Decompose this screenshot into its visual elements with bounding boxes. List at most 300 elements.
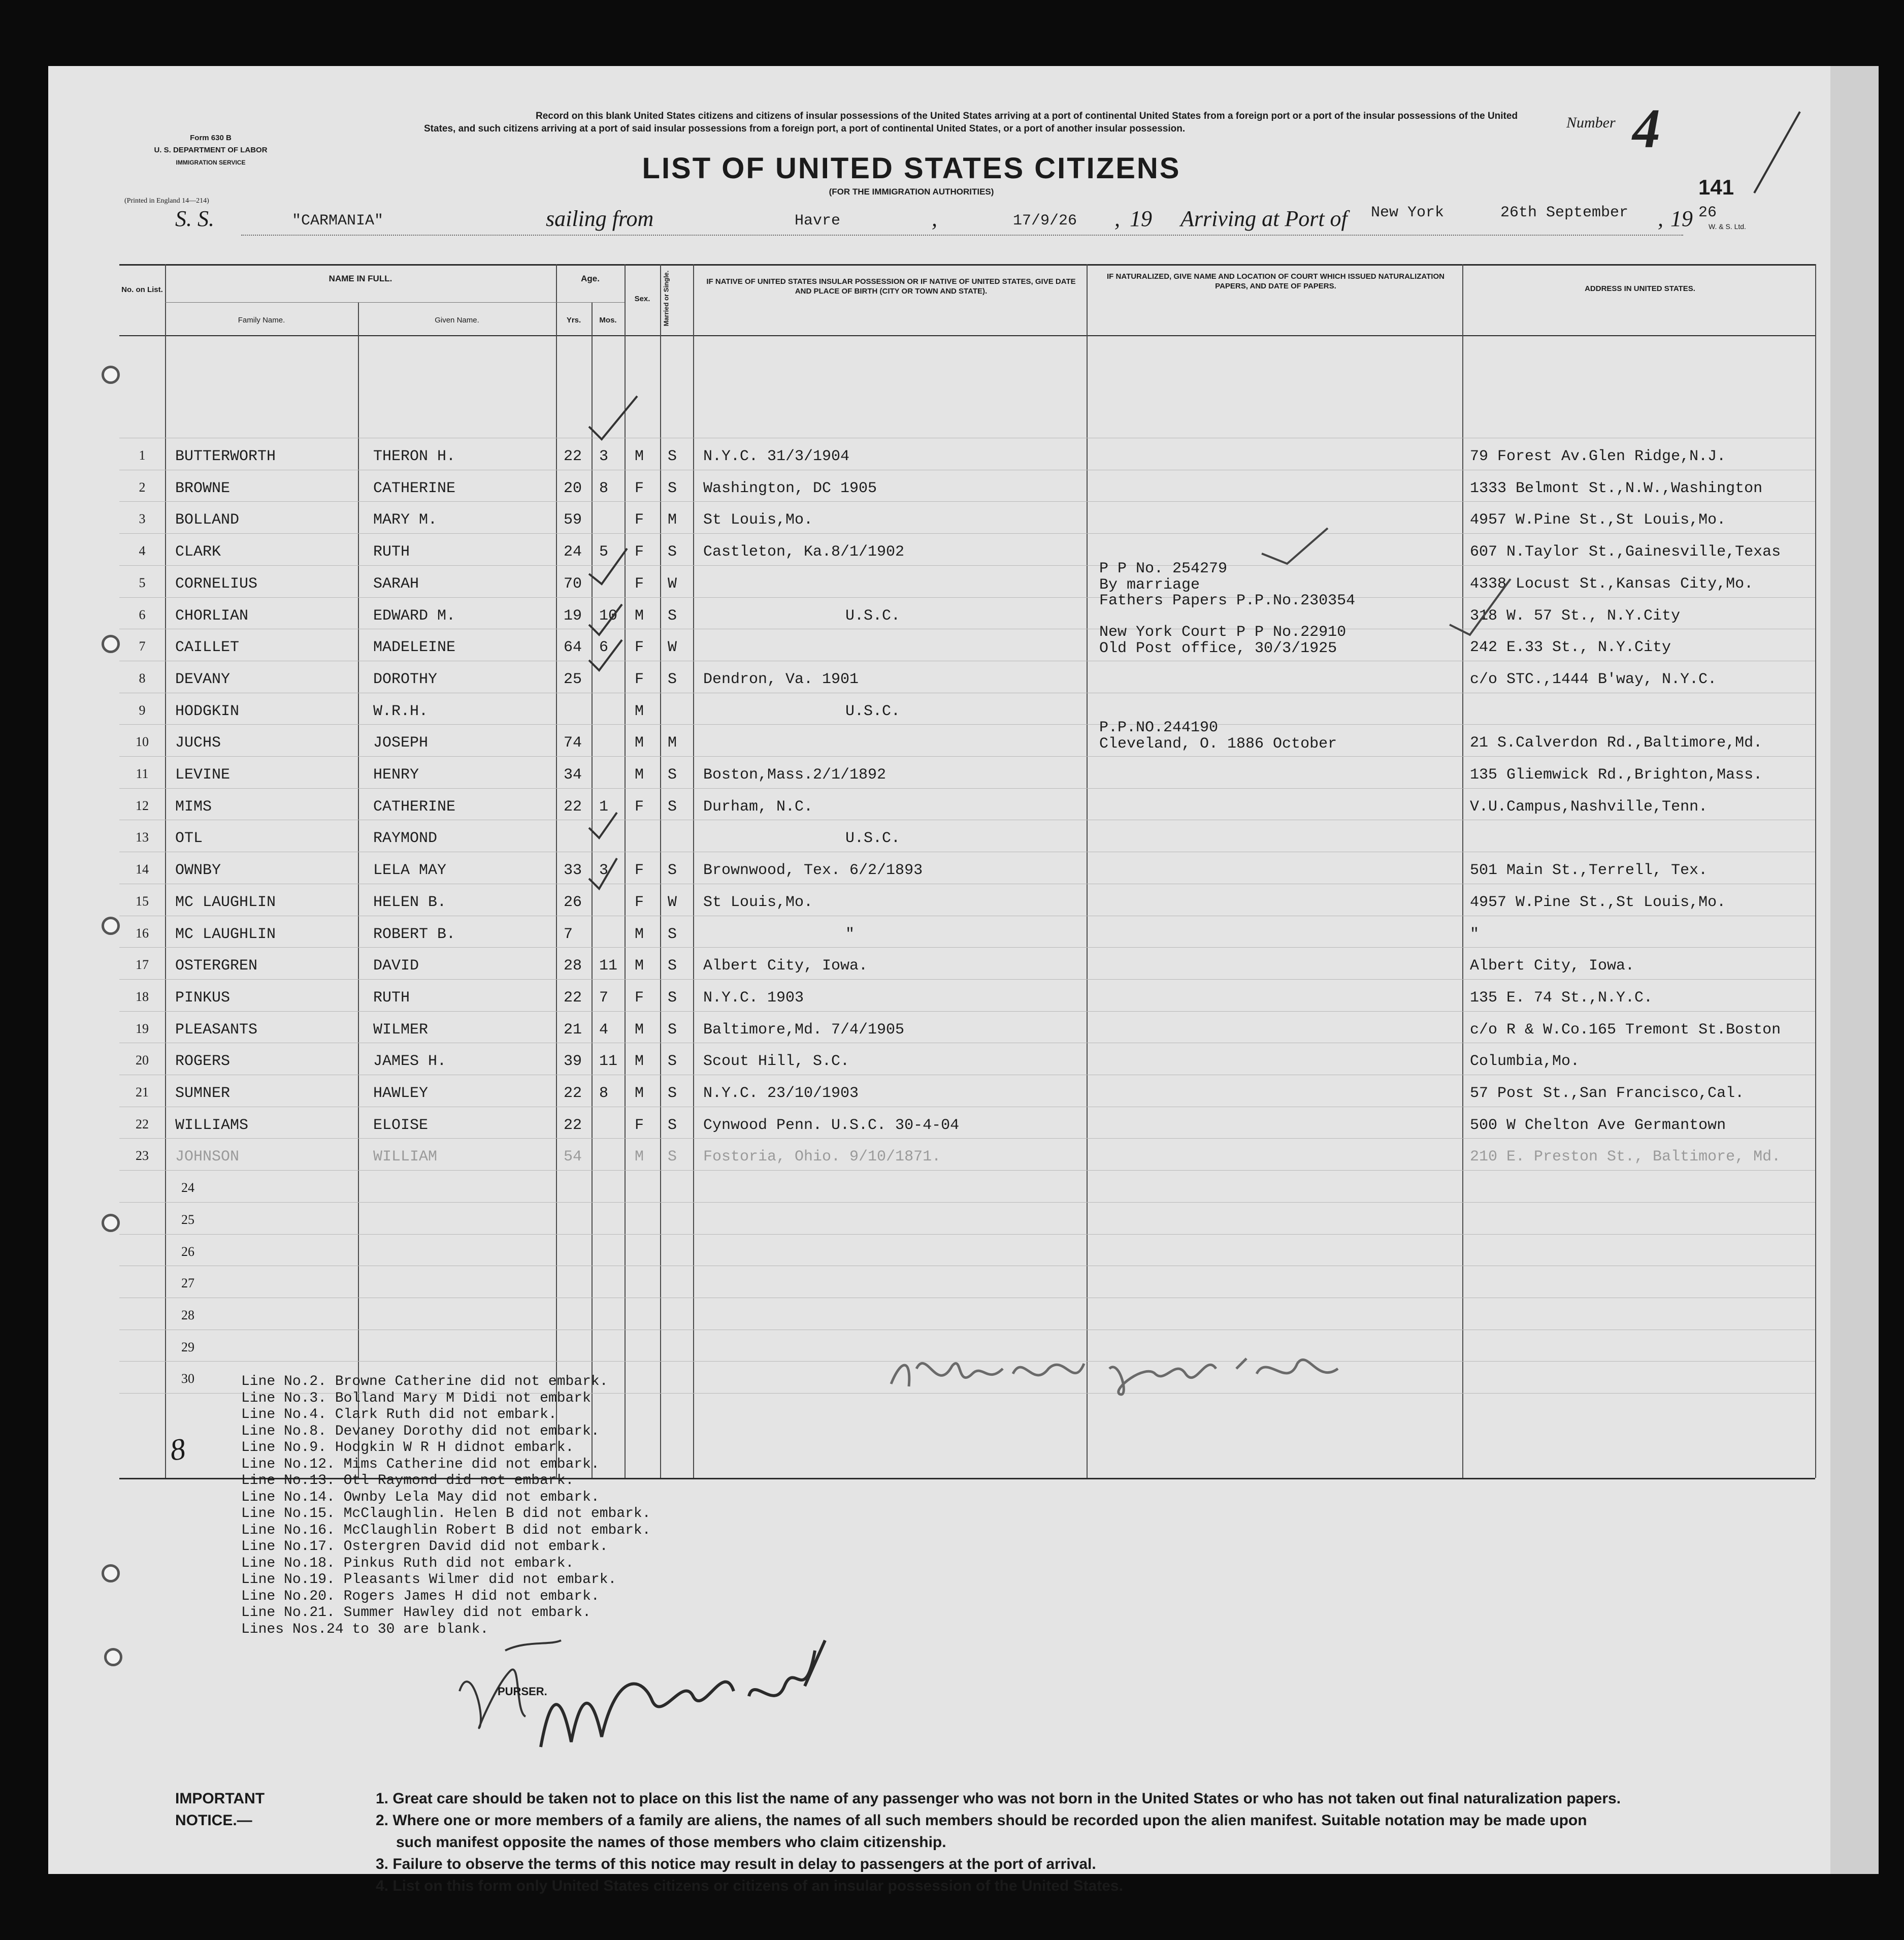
age-months: 10 [599,607,618,625]
family-name: MIMS [175,798,212,816]
punch-hole [102,917,120,935]
empty-line-number: 29 [181,1339,194,1354]
line-number: 10 [136,734,149,750]
family-name: DEVANY [175,670,231,688]
sex: F [635,511,644,529]
us-address: 4338 Locust St.,Kansas City,Mo. [1470,575,1754,593]
age-months: 8 [599,1085,609,1102]
form-number: Form 630 B [190,134,232,142]
birth-place: Brownwood, Tex. 6/2/1893 [703,862,923,880]
family-name: LEVINE [175,766,231,784]
given-name: HAWLEY [373,1085,429,1102]
line-number: 6 [139,607,146,622]
naturalization-papers: P.P.NO.244190 [1099,719,1219,737]
table-row [119,665,1815,696]
sex: F [635,479,644,497]
us-address: 4957 W.Pine St.,St Louis,Mo. [1470,511,1726,529]
family-name: BOLLAND [175,511,240,529]
empty-line-number: 27 [181,1276,194,1291]
line-number: 11 [136,766,149,781]
age-months: 3 [599,862,609,880]
page-subtitle: (FOR THE IMMIGRATION AUTHORITIES) [829,187,994,197]
header-subrule [165,302,625,303]
table-row [119,951,1815,983]
line-number: 9 [139,702,146,718]
us-address: " [1470,925,1480,943]
arrival-year-prefix: 19 [1670,206,1693,231]
marital-status: S [668,1116,677,1134]
birth-place: Durham, N.C. [703,798,813,816]
line-number: 23 [136,1148,149,1163]
family-name: JUCHS [175,734,221,752]
column-divider [1815,264,1816,1478]
sex: F [635,862,644,880]
age-months: 4 [599,1021,609,1039]
marital-status: S [668,1148,677,1166]
punch-hole [102,1564,120,1582]
family-name: OWNBY [175,862,221,880]
family-name: MC LAUGHLIN [175,925,276,943]
header-name-in-full: NAME IN FULL. [329,274,392,283]
us-address: 135 E. 74 St.,N.Y.C. [1470,989,1653,1007]
given-name: JOSEPH [373,734,429,752]
marital-status: S [668,543,677,561]
purser-label: PURSER. [498,1685,547,1698]
naturalization-court: By marriage [1099,576,1200,594]
us-address: 79 Forest Av.Glen Ridge,N.J. [1470,448,1726,465]
us-address: 500 W Chelton Ave Germantown [1470,1116,1726,1134]
us-address: V.U.Campus,Nashville,Tenn. [1470,798,1708,816]
family-name: HODGKIN [175,702,240,720]
page-number: 141 [1698,175,1734,199]
us-address: 135 Gliemwick Rd.,Brighton,Mass. [1470,766,1763,784]
family-name: PLEASANTS [175,1021,258,1039]
given-name: SARAH [373,575,419,593]
age-years: 21 [564,1021,582,1039]
line-number: 17 [136,957,149,973]
departure-port: Havre [795,212,841,230]
family-name: WILLIAMS [175,1116,249,1134]
marital-status: S [668,766,677,784]
header-sex: Sex. [634,295,650,303]
age-months: 6 [599,639,609,657]
given-name: RAYMOND [373,830,438,848]
line-number: 19 [136,1021,149,1036]
us-address: c/o STC.,1444 B'way, N.Y.C. [1470,670,1717,688]
note-line: Line No.12. Mims Catherine did not embark. [241,1456,600,1472]
family-name: PINKUS [175,989,231,1007]
header-naturalized: IF NATURALIZED, GIVE NAME AND LOCATION OF COURT WHICH ISSUED NATURALIZATION PAPERS, AND DATE OF PAPERS. [1107,272,1445,290]
marital-status: S [668,448,677,465]
printer-mark: W. & S. Ltd. [1709,222,1746,231]
family-name: OTL [175,830,203,848]
age-years: 20 [564,479,582,497]
header-months: Mos. [599,316,617,325]
note-line: Line No.9. Hodgkin W R H didnot embark. [241,1440,574,1456]
birth-place: N.Y.C. 23/10/1903 [703,1085,859,1102]
sex: M [635,702,644,720]
sex: M [635,1053,644,1071]
punch-hole [102,1214,120,1232]
ruled-line [119,1202,1815,1203]
note-line: Line No.20. Rogers James H did not embark. [241,1588,600,1604]
header-no: No. on List. [121,285,163,294]
table-header-rule [119,335,1815,336]
note-line: Lines Nos.24 to 30 are blank. [241,1621,489,1637]
sex: F [635,543,644,561]
birth-place: Boston,Mass.2/1/1892 [703,766,887,784]
naturalization-court: Cleveland, O. 1886 October [1099,735,1337,753]
note-line: Line No.2. Browne Catherine did not embark. [241,1374,608,1389]
sex: M [635,1085,644,1102]
table-row [119,760,1815,792]
age-years: 22 [564,448,582,465]
marital-status: W [668,893,677,911]
birth-place: " [845,925,855,943]
given-name: W.R.H. [373,702,429,720]
age-years: 25 [564,670,582,688]
naturalization-papers: New York Court P P No.22910 [1099,624,1347,641]
table-row [119,592,1815,633]
given-name: ELOISE [373,1116,429,1134]
us-address: 318 W. 57 St., N.Y.City [1470,607,1681,625]
us-address: 607 N.Taylor St.,Gainesville,Texas [1470,543,1781,561]
table-row [119,983,1815,1015]
age-years: 19 [564,607,582,625]
sex: M [635,766,644,784]
family-name: MC LAUGHLIN [175,893,276,911]
age-years: 22 [564,798,582,816]
age-years: 7 [564,925,573,943]
header-age: Age. [581,274,600,283]
birth-place: Fostoria, Ohio. 9/10/1871. [703,1148,941,1166]
age-months: 11 [599,957,618,975]
embarkation-notes [241,1374,651,1638]
marital-status: S [668,1021,677,1039]
inspector-signature [881,1338,1378,1409]
given-name: CATHERINE [373,479,456,497]
table-row [119,856,1815,887]
age-years: 70 [564,575,582,593]
year-prefix: 19 [1130,206,1152,231]
table-row [119,1079,1815,1110]
empty-line-number: 26 [181,1244,194,1259]
line-number: 13 [136,830,149,845]
number-label: Number [1566,114,1616,131]
header-given-name: Given Name. [435,316,479,325]
sex: F [635,575,644,593]
table-row [119,560,1815,601]
table-row [119,888,1815,919]
family-name: BROWNE [175,479,231,497]
note-line: Line No.16. McClaughlin Robert B did not embark. [241,1522,651,1538]
form-identifier [124,132,297,169]
table-row [119,920,1815,951]
ship-name: "CARMANIA" [292,212,384,230]
birth-place: Baltimore,Md. 7/4/1905 [703,1021,905,1039]
notice-item: 4. List on this form only United States citizens or citizens of an insular possession of the United States. [376,1878,1123,1894]
marital-status: S [668,862,677,880]
table-row [119,537,1815,569]
arriving-label: Arriving at Port of [1180,206,1348,231]
list-number: 4 [1632,98,1660,159]
table-row [119,792,1815,824]
marital-status: W [668,639,677,657]
given-name: CATHERINE [373,798,456,816]
notice-item: 1. Great care should be taken not to place on this list the name of any passenger who was not born in the United States or who has not taken out final naturalization papers. [376,1790,1621,1807]
note-line: Line No.15. McClaughlin. Helen B did not embark. [241,1506,651,1522]
us-address: Columbia,Mo. [1470,1053,1580,1071]
given-name: RUTH [373,543,410,561]
table-row [119,719,1815,760]
margin-mark: 8 [168,1432,188,1467]
given-name: RUTH [373,989,410,1007]
birth-place: Castleton, Ka.8/1/1902 [703,543,905,561]
given-name: WILMER [373,1021,429,1039]
given-name: ROBERT B. [373,925,456,943]
table-row [119,824,1815,855]
sex: F [635,893,644,911]
age-months: 1 [599,798,609,816]
marital-status: S [668,925,677,943]
family-name: SUMNER [175,1085,231,1102]
age-years: 33 [564,862,582,880]
line-number: 22 [136,1116,149,1131]
table-row [119,1111,1815,1142]
notice-item: 3. Failure to observe the terms of this notice may result in delay to passengers at the port of arrival. [376,1856,1096,1872]
age-years: 59 [564,511,582,529]
birth-place: U.S.C. [845,702,901,720]
age-months: 5 [599,543,609,561]
arrival-port: New York [1371,204,1445,221]
line-number: 3 [139,511,146,527]
service: IMMIGRATION SERVICE [176,159,246,166]
header-married-single: Married or Single. [662,270,670,327]
sex: F [635,670,644,688]
age-months: 3 [599,448,609,465]
table-top-rule [119,264,1815,266]
marital-status: W [668,575,677,593]
note-line: Line No.8. Devaney Dorothy did not embark. [241,1423,600,1439]
birth-place: U.S.C. [845,830,901,848]
table-row [119,1142,1815,1174]
sex: M [635,448,644,465]
sex: M [635,607,644,625]
age-months: 11 [599,1053,618,1071]
line-number: 16 [136,925,149,941]
line-number: 14 [136,862,149,877]
header-address: ADDRESS IN UNITED STATES. [1585,284,1695,293]
departure-date: 17/9/26 [1013,212,1077,230]
age-months: 7 [599,989,609,1007]
empty-line-number: 24 [181,1180,194,1195]
ship-line-rule [241,235,1683,236]
header-family-name: Family Name. [238,316,285,325]
line-number: 5 [139,575,146,590]
sex: F [635,639,644,657]
notice-label: IMPORTANT NOTICE.— [175,1790,265,1829]
family-name: OSTERGREN [175,957,258,975]
given-name: EDWARD M. [373,607,456,625]
birth-place: Dendron, Va. 1901 [703,670,859,688]
empty-line-number: 25 [181,1212,194,1227]
line-number: 12 [136,798,149,813]
naturalization-papers: P P No. 254279 [1099,560,1228,577]
marital-status: S [668,479,677,497]
family-name: CAILLET [175,639,240,657]
marital-status: S [668,957,677,975]
notice-item: such manifest opposite the names of those members who claim citizenship. [396,1834,946,1851]
given-name: HELEN B. [373,893,447,911]
table-row [119,1047,1815,1078]
note-line: Line No.19. Pleasants Wilmer did not embark. [241,1572,617,1588]
table-row [119,624,1815,664]
comma-separator: , [1114,206,1120,231]
note-line: Line No.17. Ostergren David did not embark. [241,1539,608,1555]
header-birth: IF NATIVE OF UNITED STATES INSULAR POSSESSION OR IF NATIVE OF UNITED STATES, GIVE DATE AND PLACE OF BIRTH (CITY OR TOWN AND STATE). [706,277,1076,296]
notice-items [376,1788,1899,1897]
comma-separator: , [932,206,937,231]
punch-hole [102,366,120,384]
sex: F [635,798,644,816]
family-name: CHORLIAN [175,607,249,625]
birth-place: U.S.C. [845,607,901,625]
ruled-line [119,1234,1815,1235]
arrival-date: 26th September [1500,204,1629,221]
age-years: 64 [564,639,582,657]
birth-place: St Louis,Mo. [703,893,813,911]
note-line: Line No.13. Otl Raymond did not embark. [241,1473,574,1489]
line-number: 4 [139,543,146,559]
age-years: 34 [564,766,582,784]
marital-status: M [668,511,677,529]
punch-hole [104,1648,122,1666]
family-name: CLARK [175,543,221,561]
given-name: DOROTHY [373,670,438,688]
us-address: Albert City, Iowa. [1470,957,1635,975]
sex: M [635,925,644,943]
line-number: 21 [136,1085,149,1100]
age-years: 22 [564,989,582,1007]
department: U. S. DEPARTMENT OF LABOR [154,146,268,154]
age-years: 28 [564,957,582,975]
age-years: 74 [564,734,582,752]
manifest-page [48,66,1830,1894]
sex: F [635,989,644,1007]
us-address: 242 E.33 St., N.Y.City [1470,639,1671,657]
empty-line-number: 30 [181,1371,194,1386]
note-line: Line No.4. Clark Ruth did not embark. [241,1407,557,1422]
age-years: 39 [564,1053,582,1071]
table-row [119,474,1815,505]
birth-place: Cynwood Penn. U.S.C. 30-4-04 [703,1116,960,1134]
family-name: CORNELIUS [175,575,258,593]
number-slash [1668,107,1810,203]
page-title: LIST OF UNITED STATES CITIZENS [642,152,1181,185]
us-address: 4957 W.Pine St.,St Louis,Mo. [1470,893,1726,911]
punch-hole [102,635,120,653]
marital-status: S [668,1053,677,1071]
arrival-year: 26 [1698,204,1717,221]
sex: F [635,1116,644,1134]
age-years: 26 [564,893,582,911]
sex: M [635,734,644,752]
marital-status: S [668,1085,677,1102]
record-instructions: Record on this blank United States citizens and citizens of insular possessions of the United States arriving at a port of continental United States from a foreign port or a port of the insular possessions of the United States, and such citizens arriving at a port of said insular possessions from a foreign port, a port of continental United States, or a port of another insular possession. [424,111,1518,134]
notice-item: 2. Where one or more members of a family are aliens, the names of all such members should be recorded upon the alien manifest. Suitable notation may be made upon [376,1812,1587,1829]
us-address: c/o R & W.Co.165 Tremont St.Boston [1470,1021,1781,1039]
note-line: Line No.14. Ownby Lela May did not embark. [241,1489,600,1505]
us-address: 210 E. Preston St., Baltimore, Md. [1470,1148,1781,1166]
sex: M [635,1148,644,1166]
line-number: 8 [139,670,146,686]
header-years: Yrs. [566,316,581,325]
note-line: Line No.18. Pinkus Ruth did not embark. [241,1555,574,1571]
birth-place: N.Y.C. 31/3/1904 [703,448,850,465]
marital-status: S [668,670,677,688]
marital-status: S [668,798,677,816]
comma-separator: , [1658,206,1663,231]
family-name: ROGERS [175,1053,231,1071]
age-years: 22 [564,1116,582,1134]
check-marks [586,391,642,1366]
family-name: BUTTERWORTH [175,448,276,465]
line-number: 7 [139,639,146,654]
naturalization-papers: Fathers Papers P.P.No.230354 [1099,592,1356,609]
birth-place: Scout Hill, S.C. [703,1053,850,1071]
given-name: MARY M. [373,511,438,529]
birth-place: N.Y.C. 1903 [703,989,804,1007]
naturalization-check-marks [1257,523,1521,675]
sex: M [635,1021,644,1039]
table-row [119,505,1815,537]
given-name: DAVID [373,957,419,975]
line-number: 15 [136,893,149,909]
line-number: 1 [139,448,146,463]
table-row [119,1015,1815,1047]
given-name: THERON H. [373,448,456,465]
given-name: JAMES H. [373,1053,447,1071]
birth-place: St Louis,Mo. [703,511,813,529]
given-name: LELA MAY [373,862,447,880]
family-name: JOHNSON [175,1148,240,1166]
us-address: 21 S.Calverdon Rd.,Baltimore,Md. [1470,734,1763,752]
sailing-from-label: sailing from [546,206,654,231]
table-row [119,697,1815,728]
age-years: 24 [564,543,582,561]
table-row [119,442,1815,473]
age-years: 22 [564,1085,582,1102]
age-months: 8 [599,479,609,497]
given-name: HENRY [373,766,419,784]
us-address: 1333 Belmont St.,N.W.,Washington [1470,479,1763,497]
empty-line-number: 28 [181,1307,194,1322]
given-name: WILLIAM [373,1148,438,1166]
us-address: 57 Post St.,San Francisco,Cal. [1470,1085,1745,1102]
naturalization-court: Old Post office, 30/3/1925 [1099,640,1337,658]
marital-status: S [668,607,677,625]
printer-note: (Printed in England 14—214) [124,197,209,205]
line-number: 20 [136,1053,149,1068]
birth-place: Washington, DC 1905 [703,479,877,497]
age-years: 54 [564,1148,582,1166]
line-number: 2 [139,479,146,495]
line-number: 18 [136,989,149,1004]
note-line: Line No.21. Summer Hawley did not embark. [241,1605,591,1621]
given-name: MADELEINE [373,639,456,657]
ss-label: S. S. [175,206,214,231]
sex: M [635,957,644,975]
